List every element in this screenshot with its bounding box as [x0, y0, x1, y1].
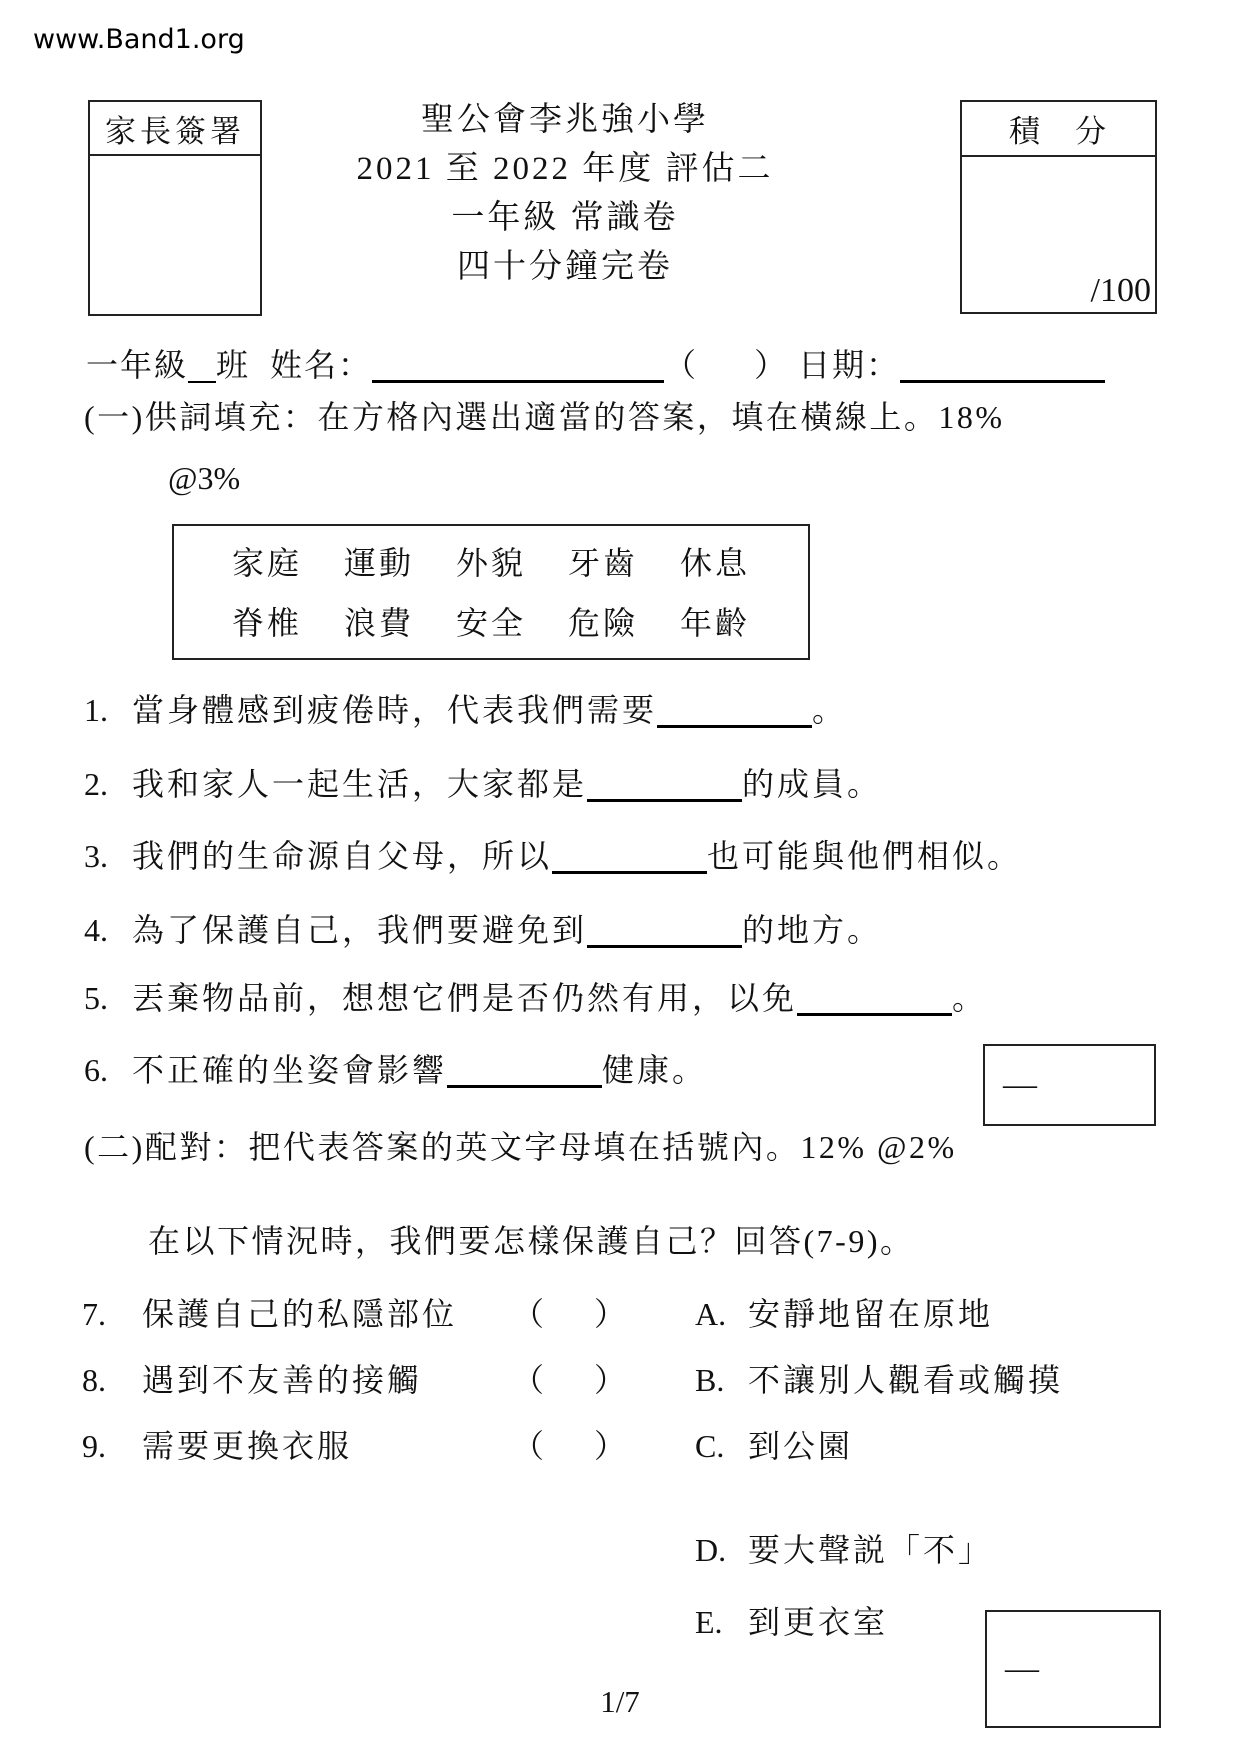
option-c: [0, 1424, 1240, 1468]
word-bank-word: 年齡: [679, 605, 750, 641]
word-bank-word: 休息: [679, 545, 750, 581]
question-6-number: 6.: [84, 1052, 108, 1088]
word-bank-word: 運動: [343, 545, 414, 581]
answer-blank-3[interactable]: [552, 835, 707, 874]
word-bank-word: 安全: [455, 605, 526, 641]
exam-year-line: 2021 至 2022 年度 評估二: [356, 151, 774, 187]
word-bank-word: 危險: [567, 605, 638, 641]
watermark-url: www.Band1.org: [33, 24, 245, 55]
question-4-text: 為了保護自己，我們要避免到: [132, 912, 588, 948]
answer-blank-6[interactable]: [447, 1049, 602, 1088]
section1-score-box[interactable]: [983, 1044, 1156, 1126]
question-6-text: 不正確的坐姿會影響: [132, 1052, 448, 1088]
word-bank-word: 家庭: [232, 545, 303, 581]
question-5-number: 5.: [84, 980, 108, 1016]
question-4: [84, 908, 1204, 952]
section1-heading: (一)供詞填充：在方格內選出適當的答案，填在橫線上。18%: [84, 399, 1005, 435]
class-blank[interactable]: [188, 345, 216, 383]
answer-paren-7[interactable]: （ ）: [512, 1296, 627, 1332]
option-b-letter: B.: [695, 1362, 725, 1398]
option-e-letter: E.: [695, 1604, 723, 1640]
question-2: [84, 762, 1204, 806]
question-1-text: 當身體感到疲倦時，代表我們需要: [132, 692, 658, 728]
word-bank-word: 浪費: [343, 605, 414, 641]
option-e-text: 到更衣室: [748, 1604, 889, 1640]
question-8-text: 遇到不友善的接觸: [142, 1362, 423, 1398]
option-c-letter: C.: [695, 1428, 725, 1464]
section2-instruction: 在以下情況時，我們要怎樣保護自己？回答(7-9)。: [148, 1223, 915, 1259]
option-b: [0, 1358, 1240, 1402]
class-label: 班: [216, 347, 251, 383]
question-7-text: 保護自己的私隱部位: [142, 1296, 458, 1332]
option-a-letter: A.: [695, 1296, 727, 1332]
class-number-paren-open: （: [664, 347, 699, 383]
score-total-denominator: /100: [1090, 272, 1151, 309]
word-bank-row-2: [174, 598, 808, 644]
question-8-number: 8.: [82, 1362, 106, 1398]
section2-heading: (二)配對：把代表答案的英文字母填在括號內。12% @2%: [84, 1129, 957, 1165]
score-entry-area[interactable]: [962, 157, 1155, 312]
answer-blank-2[interactable]: [587, 763, 742, 802]
date-label: 日期：: [798, 347, 901, 383]
question-1: [84, 688, 1204, 732]
page-number: 1/7: [600, 1684, 640, 1719]
answer-paren-8[interactable]: （ ）: [512, 1362, 627, 1398]
question-4-tail: 的地方。: [742, 912, 883, 948]
word-bank-word: 脊椎: [232, 605, 303, 641]
answer-blank-4[interactable]: [587, 909, 742, 948]
date-blank[interactable]: [900, 344, 1105, 383]
question-5-tail: 。: [952, 980, 988, 1016]
option-b-text: 不讓別人觀看或觸摸: [748, 1362, 1064, 1398]
option-c-text: 到公園: [748, 1428, 854, 1464]
student-info-line: [86, 340, 1166, 386]
duration-line: 四十分鐘完卷: [457, 249, 673, 285]
question-5-text: 丟棄物品前，想想它們是否仍然有用，以免: [132, 980, 798, 1016]
question-4-number: 4.: [84, 912, 108, 948]
question-5: [84, 976, 1204, 1020]
grade-subject-line: 一年級 常識卷: [451, 200, 679, 236]
question-7-number: 7.: [82, 1296, 106, 1332]
question-2-number: 2.: [84, 766, 108, 802]
exam-title-block: [215, 96, 915, 292]
question-9-text: 需要更換衣服: [142, 1428, 353, 1464]
word-bank-row-1: [174, 538, 808, 584]
option-d-text: 要大聲説「不」: [748, 1532, 994, 1568]
class-number-paren-close: ）: [754, 347, 789, 383]
word-bank-word: 牙齒: [567, 545, 638, 581]
name-blank[interactable]: [372, 344, 664, 383]
school-name: 聖公會李兆強小學: [421, 102, 709, 138]
grade-label: 一年級: [86, 347, 189, 383]
word-bank-word: 外貌: [455, 545, 526, 581]
section1-score-mark: —: [1003, 1066, 1037, 1103]
question-2-text: 我和家人一起生活，大家都是: [132, 766, 588, 802]
name-label: 姓名：: [270, 347, 373, 383]
answer-blank-5[interactable]: [797, 977, 952, 1016]
parent-signature-label: 家長簽署: [90, 102, 260, 156]
score-box-label: 積 分: [962, 102, 1155, 157]
question-3: [84, 834, 1204, 878]
question-3-number: 3.: [84, 838, 108, 874]
option-d: [0, 1528, 1240, 1572]
word-bank-box: [172, 524, 810, 660]
option-a-text: 安靜地留在原地: [748, 1296, 994, 1332]
section2-score-mark: —: [1005, 1650, 1039, 1687]
question-6-tail: 健康。: [602, 1052, 708, 1088]
question-2-tail: 的成員。: [742, 766, 883, 802]
question-1-number: 1.: [84, 692, 108, 728]
question-1-tail: 。: [812, 692, 848, 728]
option-d-letter: D.: [695, 1532, 727, 1568]
question-3-text: 我們的生命源自父母，所以: [132, 838, 553, 874]
question-3-tail: 也可能與他們相似。: [707, 838, 1023, 874]
answer-blank-1[interactable]: [657, 689, 812, 728]
option-a: [0, 1292, 1240, 1336]
question-9-number: 9.: [82, 1428, 106, 1464]
score-box: [960, 100, 1157, 314]
answer-paren-9[interactable]: （ ）: [512, 1428, 627, 1464]
section1-marks-each: @3%: [168, 460, 241, 496]
